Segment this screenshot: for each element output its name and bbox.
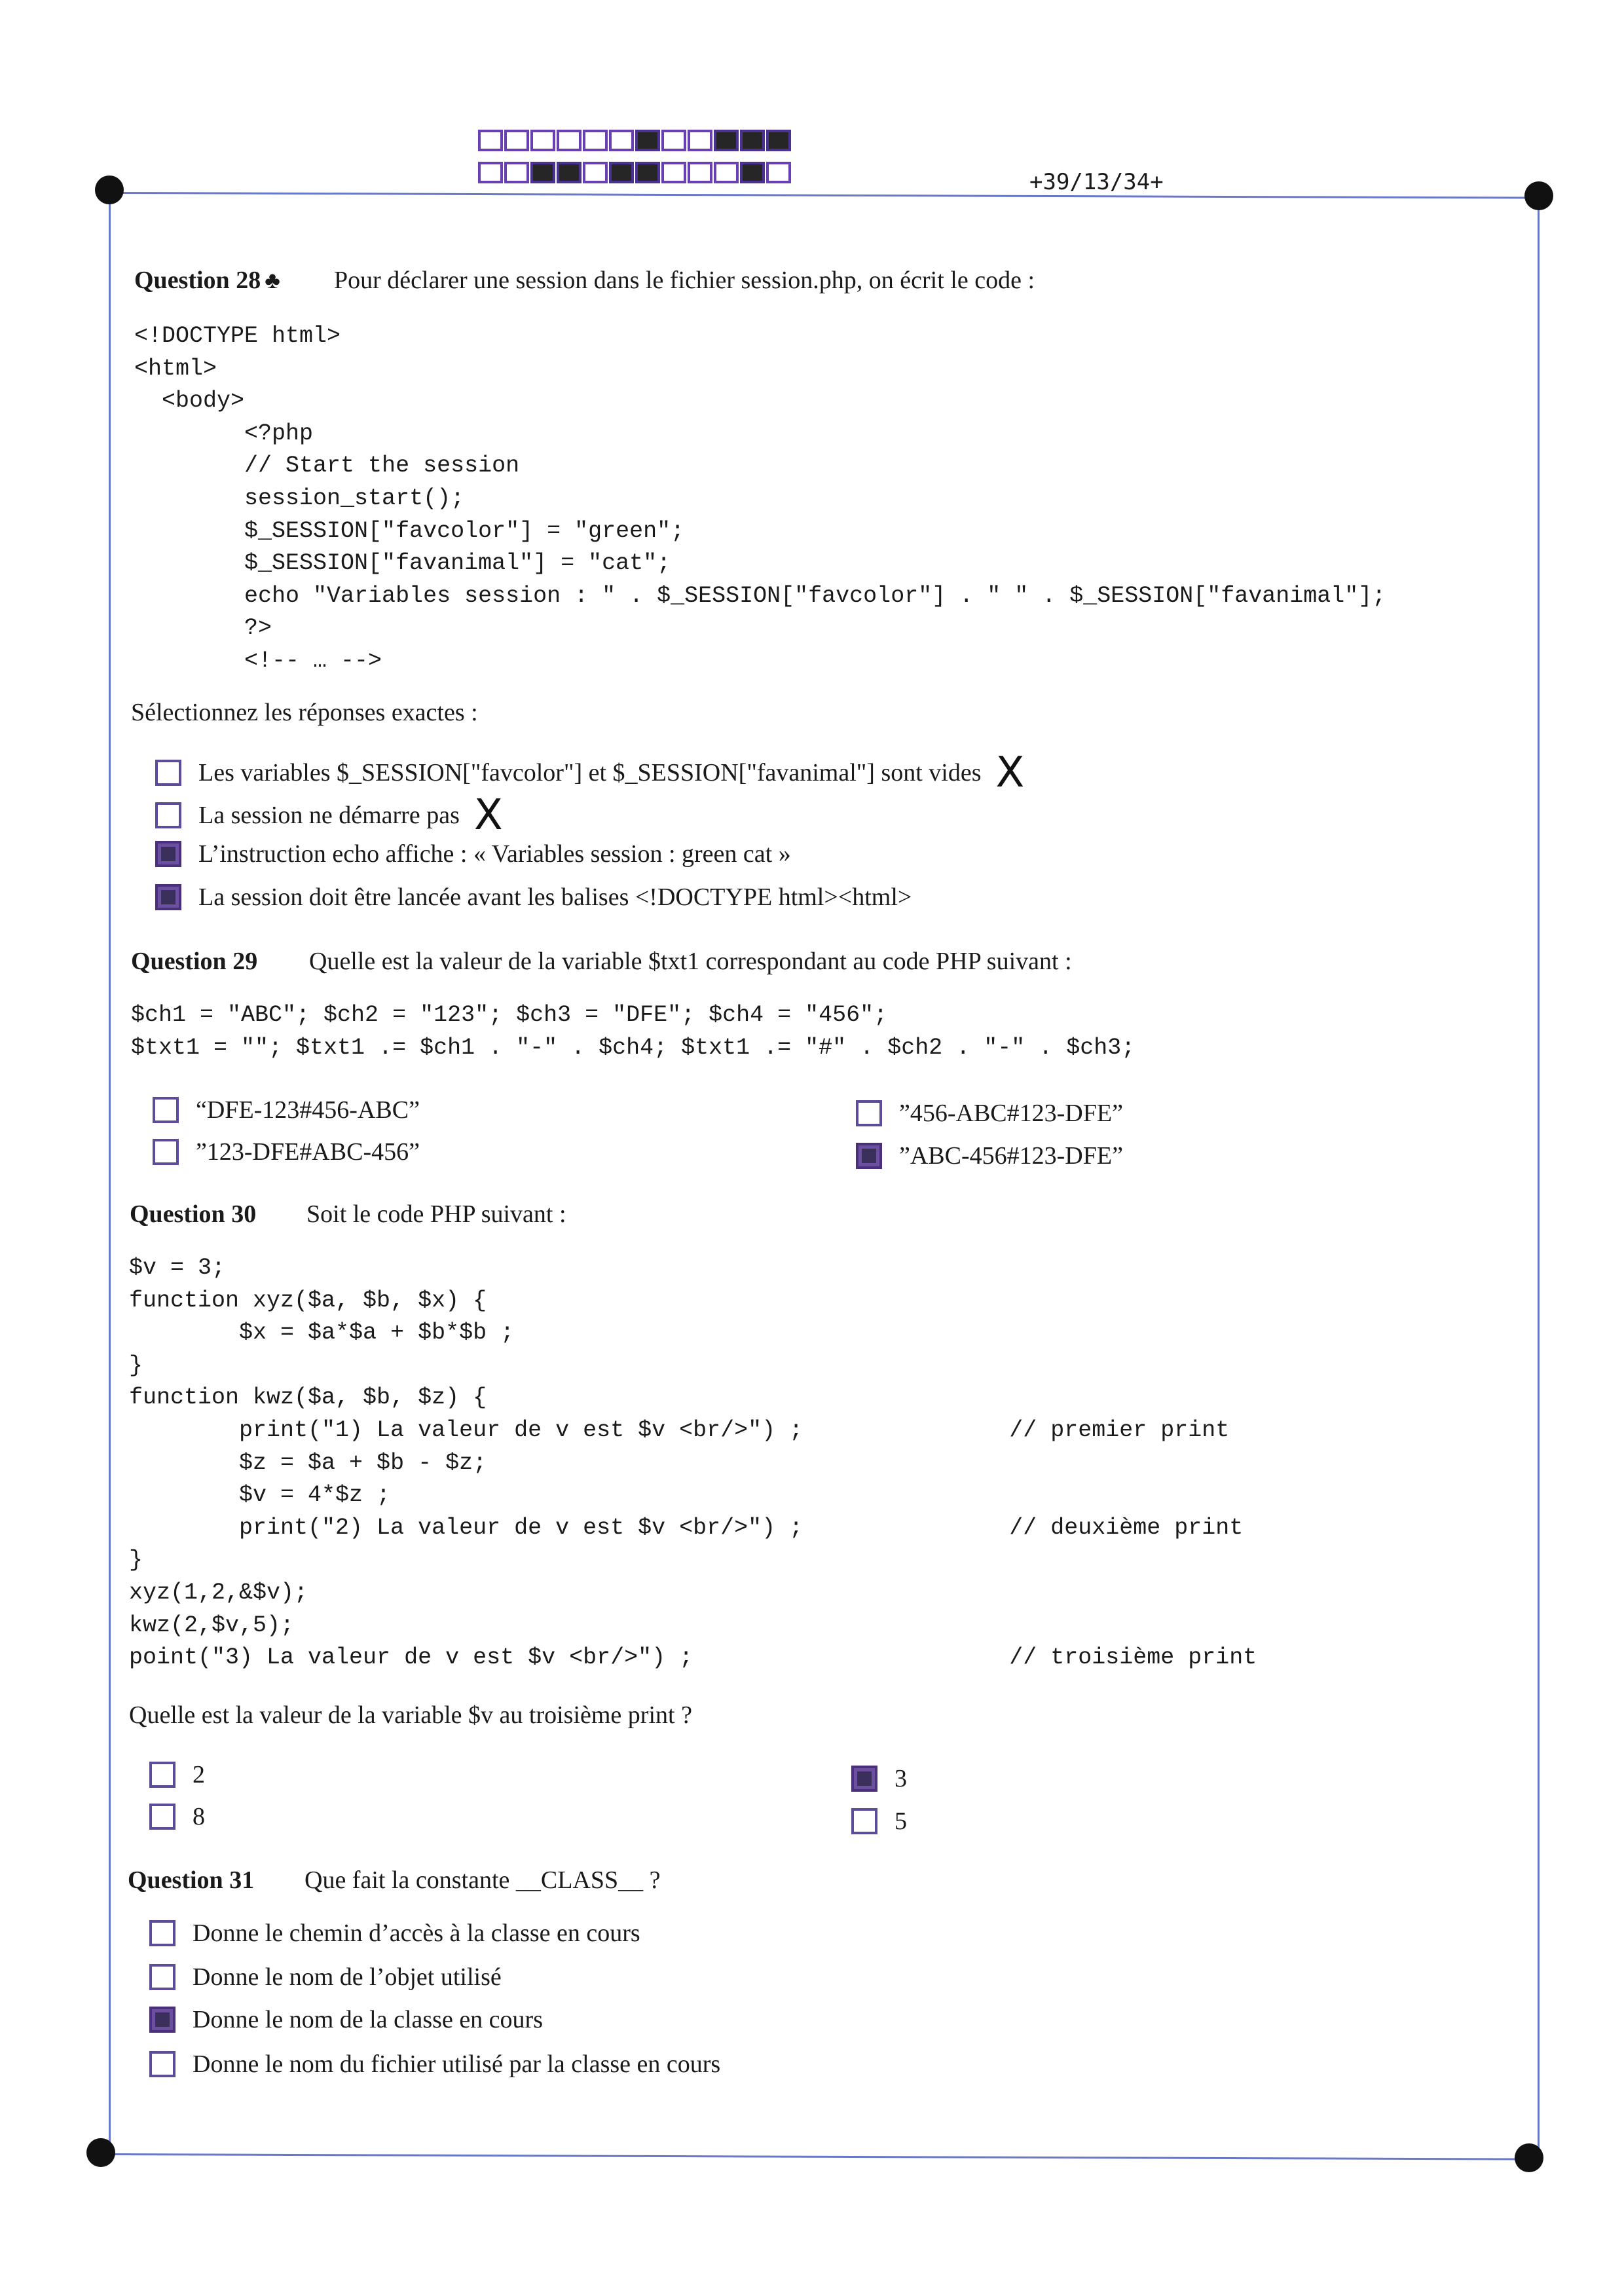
option-label: “DFE-123#456-ABC”: [196, 1096, 420, 1124]
q28-option-2[interactable]: [155, 791, 503, 840]
question-28-prompt: Sélectionnez les réponses exactes :: [131, 699, 478, 726]
option-label: Les variables $_SESSION["favcolor"] et $_SESSION["favanimal"] sont vides: [198, 759, 982, 787]
question-30-header: [130, 1200, 566, 1229]
option-label: Donne le chemin d’accès à la classe en cours: [193, 1919, 640, 1947]
frame-left-line: [109, 193, 111, 2155]
question-29-text: Quelle est la valeur de la variable $txt1 correspondant au code PHP suivant :: [309, 948, 1072, 975]
question-28-text: Pour déclarer une session dans le fichier session.php, on écrit le code :: [334, 267, 1035, 294]
question-30-prompt: Quelle est la valeur de la variable $v au troisième print ?: [129, 1701, 692, 1729]
barcode-cell: [557, 162, 581, 183]
barcode-cell: [635, 130, 660, 151]
checkbox[interactable]: [851, 1808, 877, 1834]
barcode-cell: [766, 130, 791, 151]
q29-option-4[interactable]: [856, 1141, 1123, 1170]
barcode-cell: [661, 130, 686, 151]
barcode-cell: [478, 162, 503, 183]
checkbox[interactable]: [153, 1097, 179, 1123]
barcode-cell: [583, 162, 608, 183]
option-label: 5: [895, 1807, 907, 1835]
q30-option-4[interactable]: [851, 1807, 907, 1836]
q28-option-4[interactable]: [155, 883, 912, 912]
frame-bottom-line: [101, 2153, 1535, 2160]
frame-right-line: [1538, 196, 1540, 2155]
question-28-header: [134, 266, 1035, 295]
q31-option-2[interactable]: [149, 1963, 502, 1991]
question-31-label: Question 31: [128, 1866, 255, 1894]
corner-mark-top-left: [95, 176, 124, 204]
checkbox[interactable]: [149, 1920, 175, 1946]
corner-mark-bottom-right: [1515, 2143, 1543, 2172]
checkbox[interactable]: [149, 1964, 175, 1990]
barcode-cell: [478, 130, 503, 151]
option-label: L’instruction echo affiche : « Variables session : green cat »: [198, 840, 791, 868]
checkbox[interactable]: [149, 2051, 175, 2077]
q30-option-3[interactable]: [851, 1764, 907, 1793]
question-30-label: Question 30: [130, 1200, 257, 1228]
option-label: Donne le nom de la classe en cours: [193, 2006, 543, 2033]
barcode-cell: [661, 162, 686, 183]
barcode-cell: [740, 130, 765, 151]
corner-mark-top-right: [1524, 181, 1553, 210]
q29-option-2[interactable]: [153, 1138, 420, 1166]
q31-option-3[interactable]: [149, 2005, 543, 2034]
barcode-cell: [530, 130, 555, 151]
club-icon: ♣: [265, 267, 280, 293]
option-label: ”123-DFE#ABC-456”: [196, 1138, 420, 1166]
question-28-code: <!DOCTYPE html> <html> <body> <?php // Start the session session_start(); $_SESSION["favcolor"] = "green"; $_SESSION["favanimal"] = "cat"; echo "Variables session : " . $_SESSION["favcolor"] . " " . $_SESSION["favanimal"]; ?> <!-- … -->: [134, 323, 1386, 674]
checkbox-checked[interactable]: [856, 1143, 882, 1169]
barcode-cell: [504, 162, 529, 183]
option-label: Donne le nom du fichier utilisé par la classe en cours: [193, 2050, 721, 2078]
corner-mark-bottom-left: [86, 2138, 115, 2167]
barcode-cell: [609, 162, 634, 183]
q31-option-1[interactable]: [149, 1919, 640, 1948]
question-31-text: Que fait la constante __CLASS__ ?: [304, 1866, 661, 1894]
checkbox-checked[interactable]: [149, 2007, 175, 2033]
option-label: Donne le nom de l’objet utilisé: [193, 1963, 502, 1991]
option-label: La session doit être lancée avant les balises <!DOCTYPE html><html>: [198, 883, 912, 911]
checkbox[interactable]: [153, 1139, 179, 1165]
q30-option-2[interactable]: [149, 1802, 205, 1831]
barcode-cell: [530, 162, 555, 183]
checkbox-checked[interactable]: [851, 1766, 877, 1792]
handwritten-x-mark: X: [473, 791, 503, 840]
q29-option-1[interactable]: [153, 1096, 420, 1124]
barcode-cell: [714, 130, 739, 151]
barcode-row-2: [478, 162, 792, 183]
frame-top-line: [110, 192, 1544, 199]
checkbox[interactable]: [155, 760, 181, 786]
page-id: +39/13/34+: [1029, 169, 1164, 195]
barcode-cell: [504, 130, 529, 151]
handwritten-x-mark: X: [995, 749, 1025, 797]
barcode-row-1: [478, 130, 792, 151]
option-label: ”ABC-456#123-DFE”: [899, 1142, 1123, 1170]
option-label: La session ne démarre pas: [198, 802, 460, 829]
checkbox[interactable]: [856, 1100, 882, 1126]
q31-option-4[interactable]: [149, 2050, 720, 2079]
option-label: 3: [895, 1765, 907, 1792]
question-30-text: Soit le code PHP suivant :: [306, 1200, 566, 1228]
option-label: 2: [193, 1761, 205, 1788]
checkbox[interactable]: [155, 802, 181, 828]
q29-option-3[interactable]: [856, 1099, 1123, 1128]
question-31-header: [128, 1866, 661, 1895]
option-label: ”456-ABC#123-DFE”: [899, 1100, 1123, 1127]
barcode-cell: [557, 130, 581, 151]
q30-option-1[interactable]: [149, 1760, 205, 1789]
checkbox[interactable]: [149, 1804, 175, 1830]
barcode-cell: [635, 162, 660, 183]
checkbox[interactable]: [149, 1762, 175, 1788]
question-28-label: Question 28: [134, 267, 261, 294]
question-29-code: $ch1 = "ABC"; $ch2 = "123"; $ch3 = "DFE"; $ch4 = "456"; $txt1 = ""; $txt1 .= $ch1 . "-" . $ch4; $txt1 .= "#" . $ch2 . "-" . $ch3;: [131, 1002, 1135, 1061]
question-29-header: [131, 947, 1072, 976]
barcode-cell: [583, 130, 608, 151]
barcode-cell: [714, 162, 739, 183]
barcode-cell: [688, 130, 712, 151]
question-29-label: Question 29: [131, 948, 258, 975]
checkbox-checked[interactable]: [155, 841, 181, 867]
barcode-cell: [766, 162, 791, 183]
q28-option-1[interactable]: [155, 749, 1025, 797]
q28-option-3[interactable]: [155, 840, 791, 868]
barcode-cell: [688, 162, 712, 183]
question-30-code: $v = 3; function xyz($a, $b, $x) { $x = $a*$a + $b*$b ; } function kwz($a, $b, $z) { print("1) La valeur de v est $v <br/>") ; // premier print $z = $a + $b - $z; $v = 4*$z ; print("2) La valeur de v est $v <br/>") ; // deuxième print } xyz(1,2,&$v); kwz(2,$v,5); point("3) La valeur de v est $v <br/>") ; // troisième print: [129, 1255, 1257, 1671]
barcode-cell: [740, 162, 765, 183]
checkbox-checked[interactable]: [155, 884, 181, 910]
option-label: 8: [193, 1803, 205, 1830]
barcode-cell: [609, 130, 634, 151]
